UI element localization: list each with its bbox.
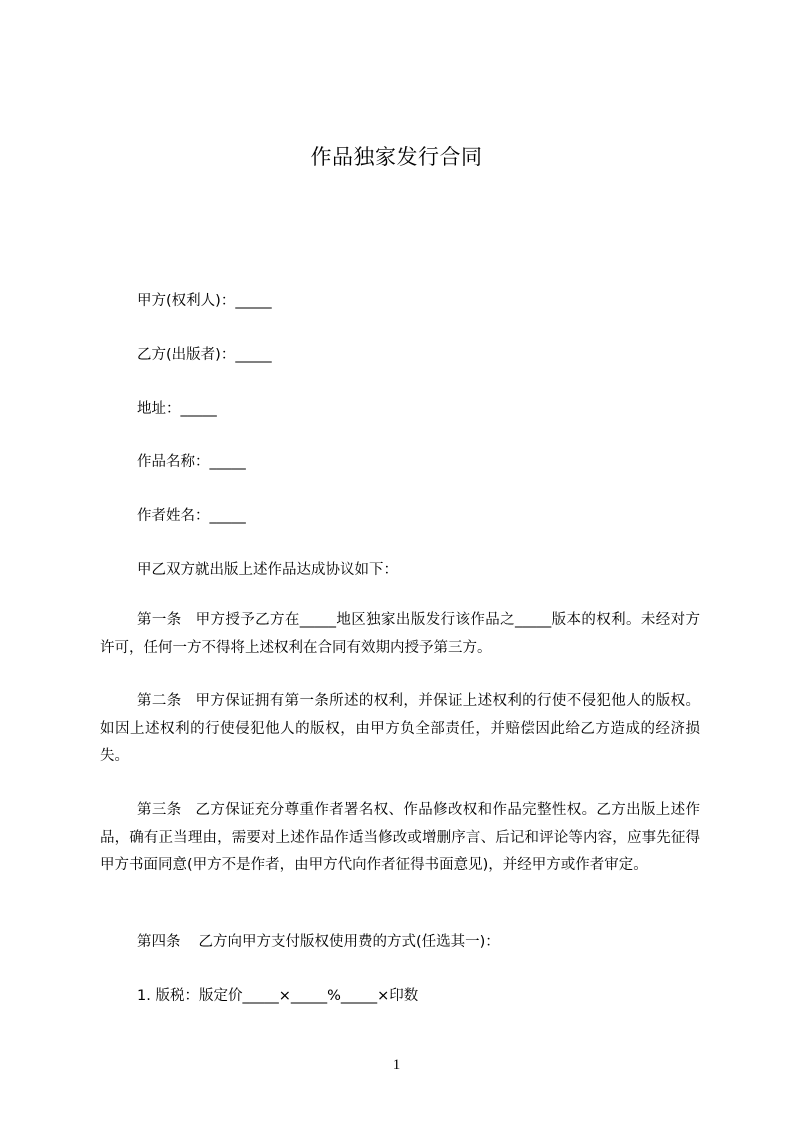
article-text: 甲方保证拥有第一条所述的权利，并保证上述权利的行使不侵犯他人的版权。如因上述权利的行使侵犯他人的版权，由甲方负全部责任，并赔偿因此给乙方造成的经济损失。 [100,693,701,764]
field-blank: _____ [180,401,217,417]
agreement-intro: 甲乙双方就出版上述作品达成协议如下： [137,562,398,578]
article-number: 第二条 [137,693,182,709]
article-4 [137,932,500,952]
field-label: 甲方(权利人)： [137,293,236,309]
article-text: 乙方向甲方支付版权使用费的方式(任选其一)： [198,934,500,950]
field-blank: _____ [235,293,272,309]
article-text: 甲方授予乙方在_____地区独家出版发行该作品之_____版本的权利。未经对方许可，任何一方不得将上述权利在合同有效期内授予第三方。 [100,612,701,656]
page-number: 1 [392,1057,401,1073]
article-1 [100,607,700,662]
article-2 [100,688,700,771]
field-label: 作品名称： [137,454,210,470]
field-blank: _____ [209,508,246,524]
field-work-title [137,452,246,472]
document-title: 作品独家发行合同 [310,145,483,169]
field-author-name [137,506,246,526]
article-number: 第四条 [137,934,181,950]
field-party-b [137,345,272,365]
payment-option-1: 1. 版税：版定价_____×_____%_____×印数 [137,988,419,1004]
article-number: 第三条 [137,802,182,818]
article-3 [100,797,700,880]
field-label: 乙方(出版者)： [137,347,236,363]
article-text: 乙方保证充分尊重作者署名权、作品修改权和作品完整性权。乙方出版上述作品，确有正当理由，需要对上述作品作适当修改或增删序言、后记和评论等内容，应事先征得甲方书面同意(甲方不是作者，由甲方代向作者征得书面意见)，并经甲方或作者审定。 [100,802,701,873]
field-blank: _____ [235,347,272,363]
field-party-a [137,291,272,311]
field-blank: _____ [209,454,246,470]
field-label: 地址： [137,401,181,417]
field-address [137,399,217,419]
field-label: 作者姓名： [137,508,210,524]
article-number: 第一条 [137,612,182,628]
